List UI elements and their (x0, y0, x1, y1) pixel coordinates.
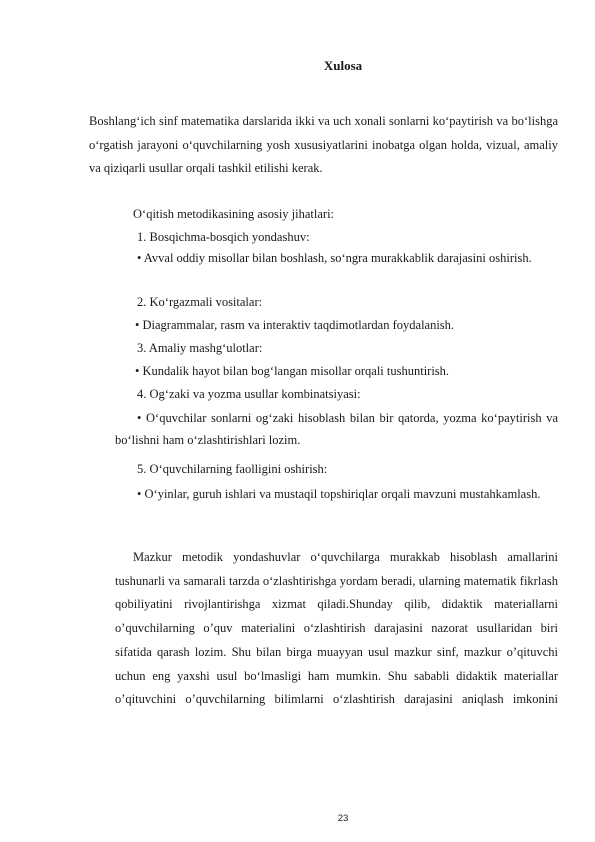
method-5-detail: • O‘yinlar, guruh ishlari va mustaqil topshiriqlar orqali mavzuni mustahkamlash. (137, 487, 541, 501)
methods-heading: O‘qitish metodikasining asosiy jihatlari: (133, 207, 335, 221)
method-1-heading: 1. Bosqichma-bosqich yondashuv: (137, 230, 310, 244)
method-4-detail: • O‘quvchilar sonlarni og‘zaki hisoblash bilan bir qatorda, yozma ko‘paytirish va bo‘lishni ham o‘zlashtirishlari lozim. (115, 411, 558, 447)
page-number: 23 (337, 813, 349, 824)
method-3-detail: • Kundalik hayot bilan bog‘langan misollar orqali tushuntirish. (135, 364, 450, 378)
conclusion-paragraph: Mazkur metodik yondashuvlar o‘quvchilarga murakkab hisoblash amallarini tushunarli va samarali tarzda o‘zlashtirishga yordam beradi, ularning matematik fikrlash qobiliyatini rivojlantirishga xizmat qiladi.Shunday qilib, didaktik materiallarni o’quvchilarning o’quv materialini o‘zlashtirish darajasini nazorat usullaridan biri sifatida qarash lozim. Shu bilan birga muayyan usul mazkur sinf, mazkur o’qituvchi uchun eng yaxshi usul bo‘lmasligi ham mumkin. Shu sababli didaktik materiallar o’qituvchini o’quvchilarning bilimlarni o‘zlashtirish darajasini aniqlash imkonini (115, 550, 558, 707)
method-4-heading: 4. Og‘zaki va yozma usullar kombinatsiyasi: (137, 387, 361, 401)
method-2-detail: • Diagrammalar, rasm va interaktiv taqdimotlardan foydalanish. (135, 318, 455, 332)
method-2-heading: 2. Ko‘rgazmali vositalar: (137, 295, 263, 309)
intro-paragraph: Boshlang‘ich sinf matematika darslarida ikki va uch xonali sonlarni ko‘paytirish va bo‘lishga o‘rgatish jarayoni o‘quvchilarning yosh xususiyatlarini inobatga olgan holda, vizual, amaliy va qiziqarli usullar orqali tashkil etilishi kerak. (89, 114, 558, 175)
method-3-heading: 3. Amaliy mashg‘ulotlar: (137, 341, 263, 355)
page-title: Xulosa (323, 58, 363, 73)
method-5-heading: 5. O‘quvchilarning faolligini oshirish: (137, 462, 328, 476)
method-1-detail: • Avval oddiy misollar bilan boshlash, so‘ngra murakkablik darajasini oshirish. (137, 251, 532, 265)
